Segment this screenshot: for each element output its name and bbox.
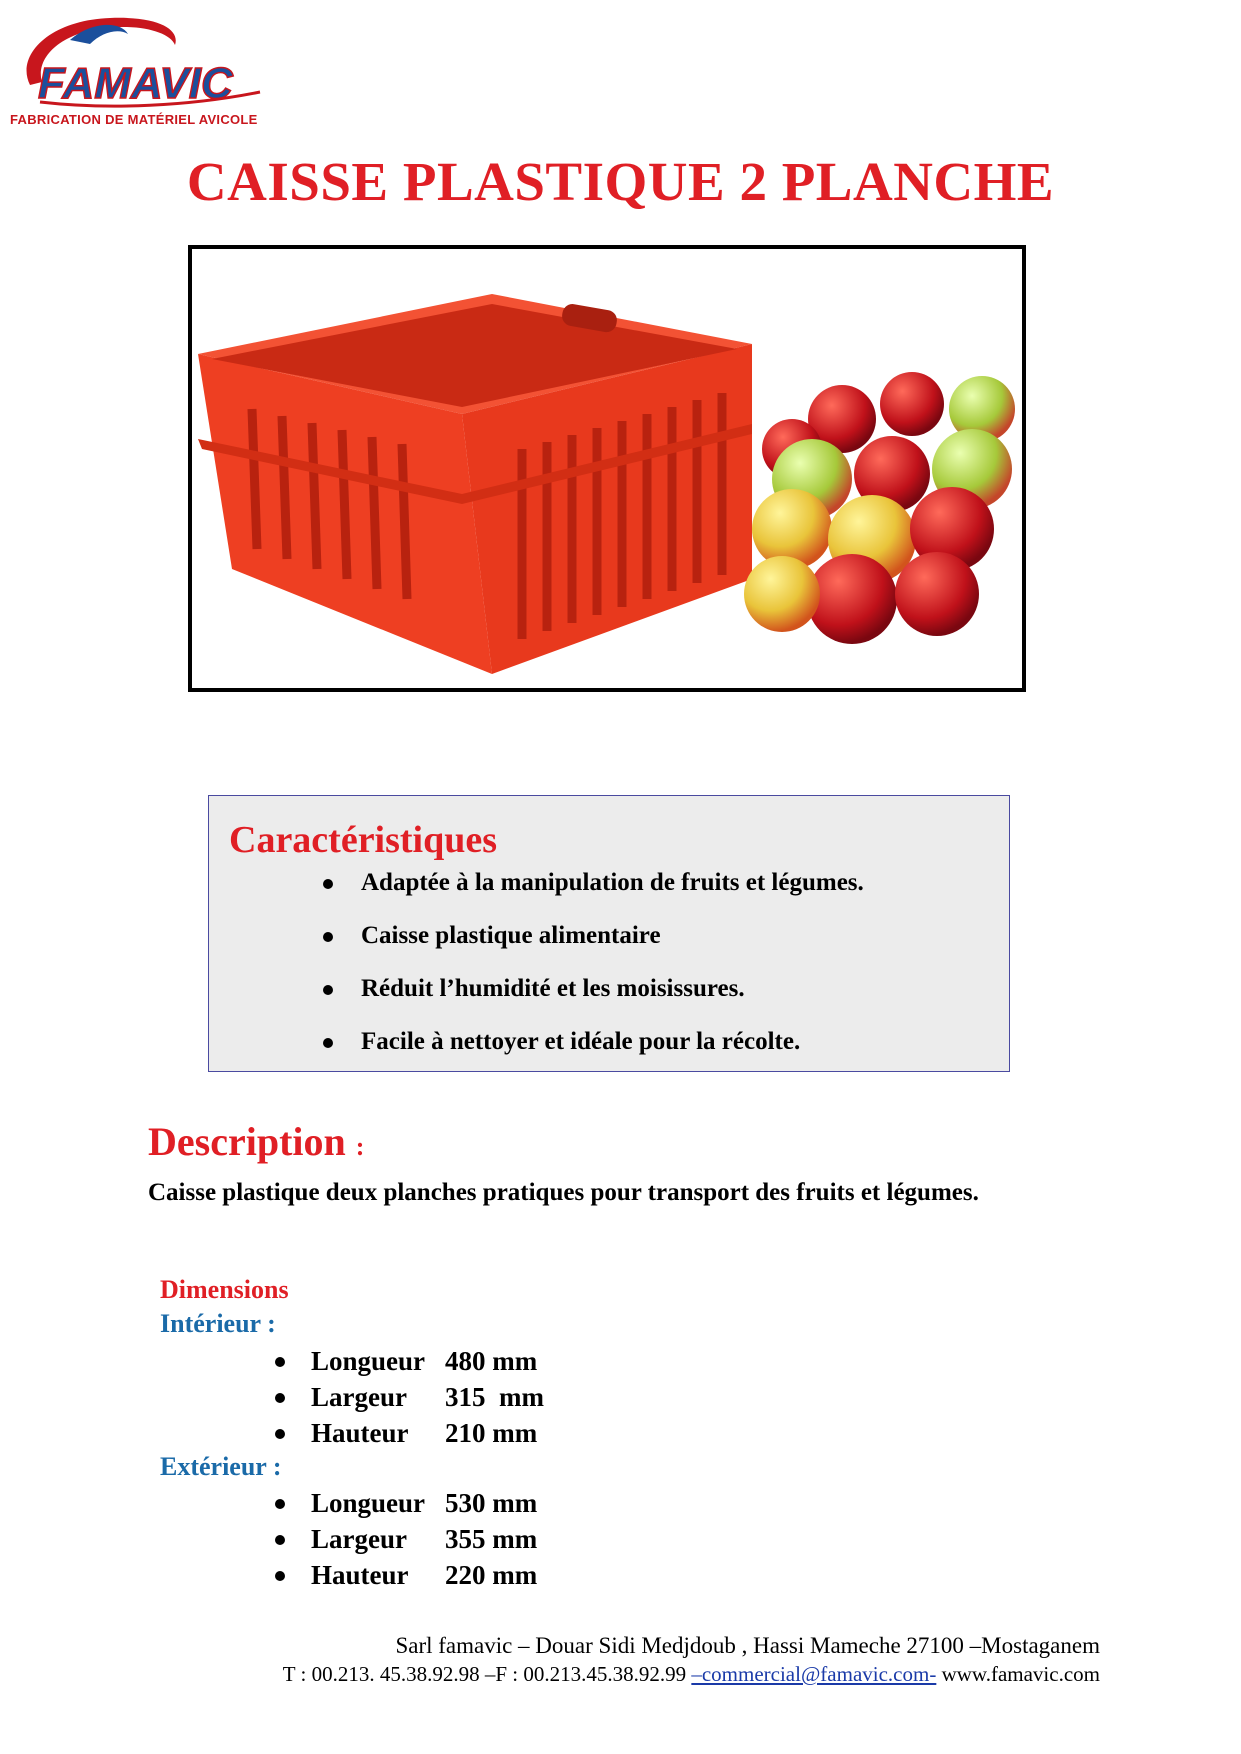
page-title: CAISSE PLASTIQUE 2 PLANCHE [186,151,1055,212]
exterieur-title: Extérieur : [160,1452,282,1481]
website-link[interactable]: www.famavic.com [936,1662,1100,1686]
interieur-title: Intérieur : [160,1309,276,1338]
bullet-icon [323,932,333,942]
email-link[interactable]: –commercial@famavic.com- [691,1662,937,1686]
bullet-icon [275,1499,285,1509]
footer-contact: T : 00.213. 45.38.92.98 –F : 00.213.45.38.92.99 –commercial@famavic.com- www.famavic.com [282,1662,1100,1686]
caracteristiques-list [209,868,864,1080]
bullet-icon [275,1535,285,1545]
bullet-icon [275,1571,285,1581]
list-item: Caisse plastique alimentaire [209,921,864,974]
description-title: Description : [148,1119,365,1164]
description-text: Caisse plastique deux planches pratiques pour transport des fruits et légumes. [148,1179,979,1206]
bullet-icon [275,1429,285,1439]
svg-text:FAMAVIC: FAMAVIC [38,59,233,108]
list-item: Réduit l’humidité et les moisissures. [209,974,864,1027]
crate-and-apples-image [192,249,1022,688]
bullet-icon [323,985,333,995]
list-item: Adaptée à la manipulation de fruits et légumes. [209,868,864,921]
famavic-logo-graphic [10,10,275,115]
product-photo [188,245,1026,692]
bullet-icon [275,1393,285,1403]
bullet-icon [275,1357,285,1367]
caracteristiques-box [208,795,1010,1072]
logo-tagline: FABRICATION DE MATÉRIEL AVICOLE [10,112,258,127]
crate [198,294,752,674]
footer-address: Sarl famavic – Douar Sidi Medjdoub , Hassi Mameche 27100 –Mostaganem [395,1633,1100,1658]
list-item: Facile à nettoyer et idéale pour la récolte. [209,1027,864,1080]
bullet-icon [323,879,333,889]
bullet-icon [323,1038,333,1048]
dimensions-title: Dimensions [160,1275,289,1304]
apples [744,372,1015,644]
caracteristiques-title: Caractéristiques [229,819,498,861]
